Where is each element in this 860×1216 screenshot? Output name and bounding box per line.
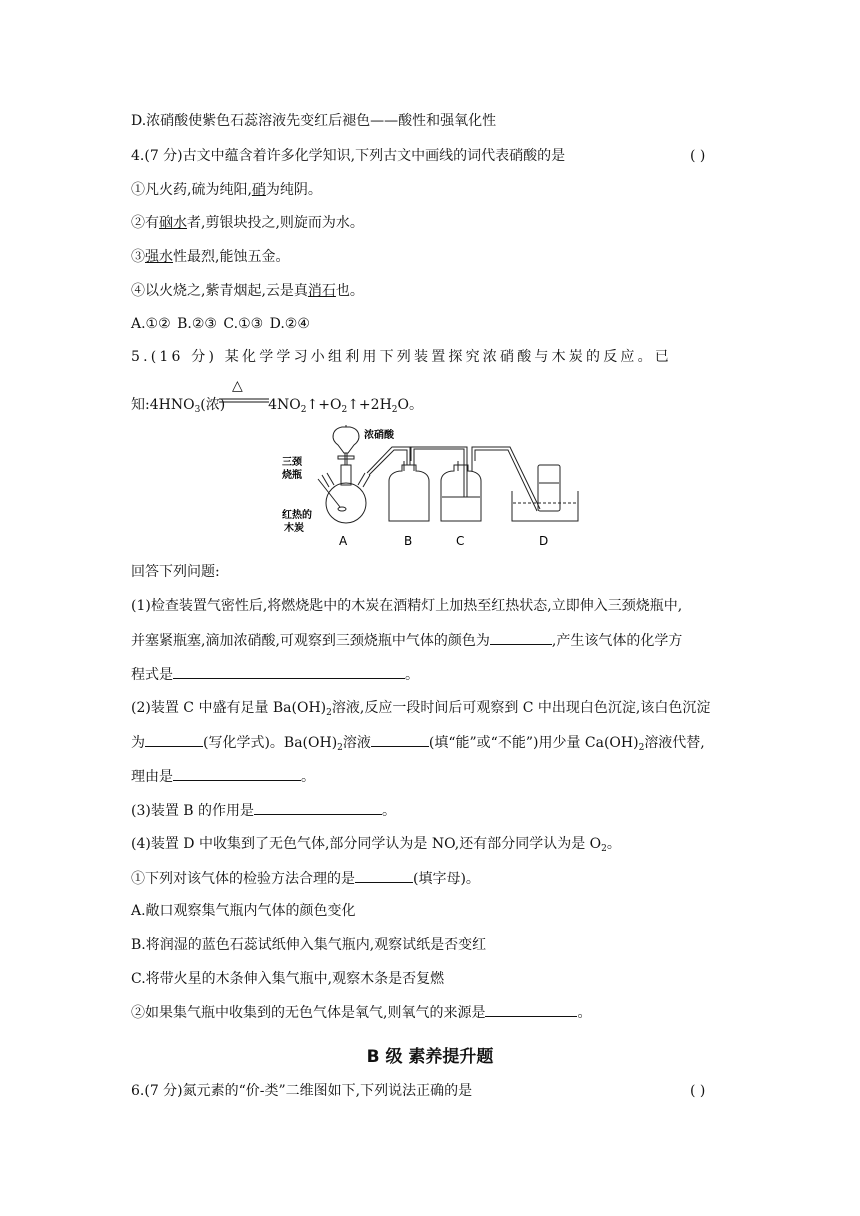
q5-option-b: B.将润湿的蓝色石蕊试纸伸入集气瓶内,观察试纸是否变红 [131, 937, 487, 953]
apparatus-svg [282, 425, 582, 550]
experiment-apparatus-diagram [282, 425, 582, 550]
answer-blank[interactable] [371, 732, 429, 747]
label-flask-2: 烧瓶 [282, 470, 302, 481]
answer-blank[interactable] [485, 1002, 577, 1017]
answer-blank[interactable] [173, 766, 301, 781]
label-b: B [404, 534, 413, 548]
q5-option-a: A.敞口观察集气瓶内气体的颜色变化 [131, 903, 356, 919]
q3-option-d: D.浓硝酸使紫色石蕊溶液先变红后褪色——酸性和强氧化性 [131, 113, 497, 129]
q5-part2-line3: 理由是 。 [131, 766, 315, 787]
q5-answer-intro: 回答下列问题: [131, 564, 220, 580]
heat-symbol: △ [232, 378, 243, 394]
q5-part4-1: ①下列对该气体的检验方法合理的是 (填字母)。 [131, 868, 480, 889]
answer-blank[interactable] [173, 664, 405, 679]
q5-stem: 5.(16 分) 某化学学习小组利用下列装置探究浓硝酸与木炭的反应。已 [131, 349, 672, 365]
q4-item-2: ②有硇水者,剪银块投之,则旋而为水。 [131, 215, 364, 231]
q4-options: A.①② B.②③ C.①③ D.②④ [131, 316, 310, 332]
q4-item-3: ③强水性最烈,能蚀五金。 [131, 249, 290, 265]
label-a: A [339, 534, 348, 548]
label-flask-1: 三颈 [282, 457, 302, 468]
label-funnel: 浓硝酸 [364, 430, 394, 441]
answer-blank[interactable] [355, 868, 413, 883]
q5-part2-line2: 为 (写化学式)。$Ba(OH)_2$溶液 (填“能”或“不能”)用少量 $Ca(OH)_2$溶液代替, [131, 732, 705, 753]
q6-answer-paren: ( ) [690, 1083, 706, 1099]
answer-blank[interactable] [254, 800, 382, 815]
q4-stem: 4.(7 分)古文中蕴含着许多化学知识,下列古文中画线的词代表硝酸的是 [131, 148, 566, 164]
q5-part1-line1: (1)检查装置气密性后,将燃烧匙中的木炭在酒精灯上加热至红热状态,立即伸入三颈烧瓶中, [131, 598, 683, 614]
q4-item-1: ①凡火药,硫为纯阳,硝为纯阴。 [131, 182, 322, 198]
q5-known-equation: △ 知$:4HNO_3$(浓) $4NO_2↑+O_2↑+2H_2O$。 [131, 378, 423, 415]
q5-part1-line2: 并塞紧瓶塞,滴加浓硝酸,可观察到三颈烧瓶中气体的颜色为 ,产生该气体的化学方 [131, 630, 682, 651]
label-c: C [456, 534, 465, 548]
q5-option-c: C.将带火星的木条伸入集气瓶中,观察木条是否复燃 [131, 971, 445, 987]
q5-part4: (4)装置 D 中收集到了无色气体,部分同学认为是 NO,还有部分同学认为是 $O_2$。 [131, 836, 621, 854]
answer-blank[interactable] [145, 732, 203, 747]
q4-item-4: ④以火烧之,紫青烟起,云是真消石也。 [131, 283, 364, 299]
label-charcoal-1: 红热的 [282, 510, 312, 521]
q5-part2-line1: (2)装置 C 中盛有足量 $Ba(OH)_2$溶液,反应一段时间后可观察到 C 中出现白色沉淀,该白色沉淀 [131, 700, 711, 718]
q5-part3: (3)装置 B 的作用是 。 [131, 800, 396, 821]
q5-part4-2: ②如果集气瓶中收集到的无色气体是氧气,则氧气的来源是 。 [131, 1002, 591, 1023]
answer-blank[interactable] [490, 630, 552, 645]
label-d: D [539, 534, 549, 548]
label-charcoal-2: 木炭 [284, 523, 304, 534]
q4-answer-paren: ( ) [690, 148, 706, 164]
q5-part1-line3: 程式是 。 [131, 664, 419, 685]
q6-stem: 6.(7 分)氮元素的“价-类”二维图如下,下列说法正确的是 [131, 1083, 473, 1099]
section-b-title: B 级 素养提升题 [366, 1047, 494, 1067]
